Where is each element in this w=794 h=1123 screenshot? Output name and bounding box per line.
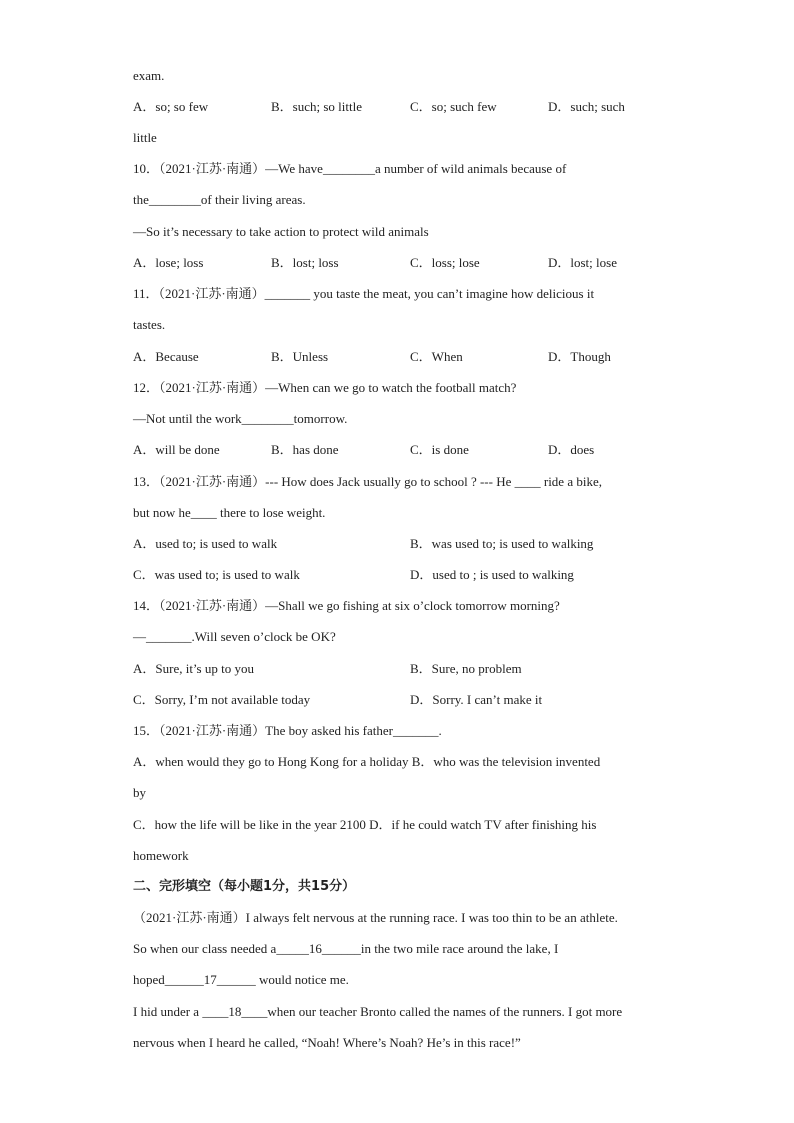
option-d: D．used to ; is used to walking [410, 567, 574, 582]
option-a: A．so; so few [133, 99, 209, 114]
passage-line: I hid under a ____18____when our teacher Bronto called the names of the runners. I got more [133, 1004, 623, 1019]
text-line: —_______.Will seven o’clock be OK? [133, 629, 336, 644]
option-a: A．Sure, it’s up to you [133, 661, 254, 676]
text-line: exam. [133, 68, 165, 83]
passage-line: So when our class needed a_____16______in the two mile race around the lake, I [133, 941, 559, 956]
option-b: B．was used to; is used to walking [410, 536, 594, 551]
question-14: 14．（2021·江苏·南通）—Shall we go fishing at six o’clock tomorrow morning? [133, 598, 560, 613]
text-line: but now he____ there to lose weight. [133, 505, 326, 520]
option-d: D．does [548, 442, 595, 457]
question-13: 13．（2021·江苏·南通）--- How does Jack usually go to school ? --- He ____ ride a bike, [133, 474, 602, 489]
text-line: by [133, 785, 146, 800]
question-15: 15．（2021·江苏·南通）The boy asked his father_______. [133, 723, 442, 738]
section-heading: 二、完形填空（每小题1分，共15分） [133, 879, 356, 894]
option-c: C．loss; lose [410, 255, 480, 270]
option-c: C．When [410, 349, 463, 364]
blank-18[interactable]: ____18____ [202, 1004, 268, 1019]
option-a: A．will be done [133, 442, 220, 457]
text-line: little [133, 130, 157, 145]
text-line: C．how the life will be like in the year 2100 D．if he could watch TV after finishing his [133, 817, 597, 832]
option-b: B．Unless [271, 349, 329, 364]
option-b: B．lost; loss [271, 255, 339, 270]
blank-17[interactable]: ______17______ [164, 972, 256, 987]
option-b: B．Sure, no problem [410, 661, 522, 676]
text-line: homework [133, 848, 189, 863]
text-line: the________of their living areas. [133, 192, 306, 207]
option-c: C．Sorry, I’m not available today [133, 692, 311, 707]
option-a: A．Because [133, 349, 199, 364]
passage-line: hoped______17______ would notice me. [133, 972, 349, 987]
option-b: B．such; so little [271, 99, 363, 114]
option-d: D．lost; lose [548, 255, 617, 270]
passage-line: （2021·江苏·南通）I always felt nervous at the running race. I was too thin to be an athlete. [133, 910, 618, 925]
option-c: C．so; such few [410, 99, 497, 114]
text-line: A．when would they go to Hong Kong for a holiday B．who was the television invented [133, 754, 601, 769]
option-c: C．is done [410, 442, 469, 457]
question-12: 12．（2021·江苏·南通）—When can we go to watch the football match? [133, 380, 517, 395]
option-d: D．Sorry. I can’t make it [410, 692, 543, 707]
passage-line: nervous when I heard he called, “Noah! Where’s Noah? He’s in this race!” [133, 1035, 521, 1050]
option-d: D．Though [548, 349, 611, 364]
blank-16[interactable]: _____16______ [276, 941, 361, 956]
text-line: —Not until the work________tomorrow. [133, 411, 348, 426]
text-line: tastes. [133, 317, 166, 332]
option-a: A．used to; is used to walk [133, 536, 278, 551]
option-b: B．has done [271, 442, 339, 457]
question-10: 10．（2021·江苏·南通）—We have________a number of wild animals because of [133, 161, 567, 176]
question-11: 11．（2021·江苏·南通）_______ you taste the meat, you can’t imagine how delicious it [133, 286, 595, 301]
text-line: —So it’s necessary to take action to protect wild animals [133, 224, 429, 239]
option-d: D．such; such [548, 99, 625, 114]
option-a: A．lose; loss [133, 255, 204, 270]
option-c: C．was used to; is used to walk [133, 567, 300, 582]
